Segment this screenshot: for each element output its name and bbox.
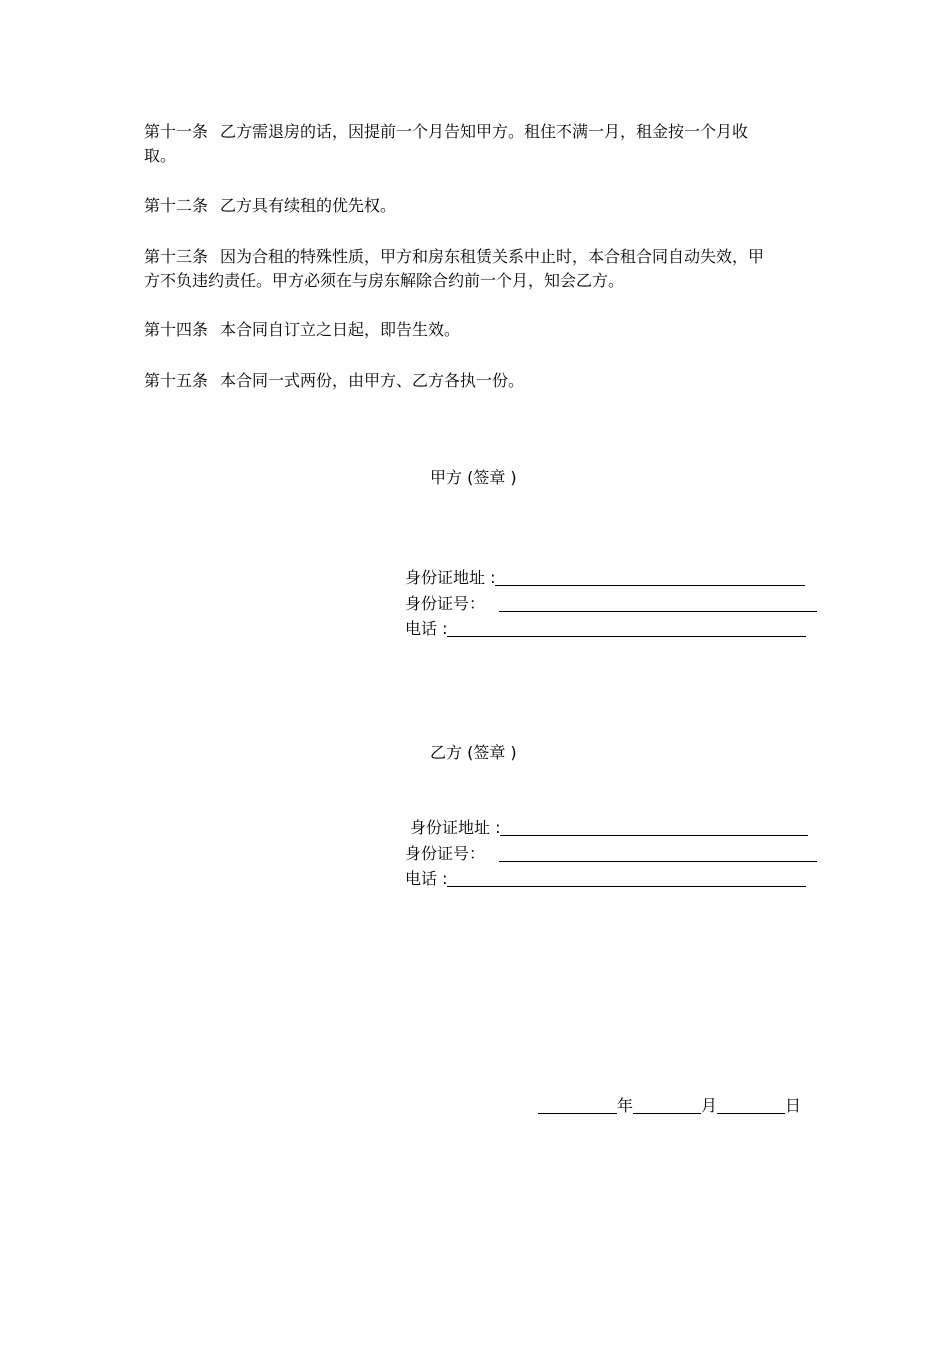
- clause-15: [144, 369, 774, 393]
- phone-line[interactable]: [447, 868, 806, 887]
- year-label: 年: [617, 1096, 634, 1115]
- party-b-phone-field[interactable]: [405, 867, 806, 891]
- party-b-title: 乙方 (签章 ): [430, 743, 517, 762]
- clause-number: 第十三条: [144, 247, 209, 266]
- clause-text: 本合同自订立之日起，即告生效。: [220, 320, 461, 339]
- id-address-line[interactable]: [495, 567, 805, 586]
- id-number-label: 身份证号：: [405, 844, 486, 863]
- phone-line[interactable]: [447, 618, 806, 637]
- day-line[interactable]: [717, 1095, 785, 1114]
- party-a-id-number-field[interactable]: [405, 592, 817, 616]
- party-a-phone-field[interactable]: [405, 617, 806, 641]
- party-b-id-number-field[interactable]: [405, 842, 817, 866]
- clause-text: 乙方需退房的话，因提前一个月告知甲方。租住不满一月，租金按一个月收取。: [144, 122, 749, 165]
- clause-14: [144, 318, 774, 342]
- id-address-label: 身份证地址 :: [405, 568, 496, 587]
- clause-12: [144, 194, 774, 218]
- clause-13: [144, 245, 774, 293]
- clause-number: 第十五条: [144, 371, 209, 390]
- clause-number: 第十一条: [144, 122, 209, 141]
- clause-11: [144, 120, 774, 168]
- clause-number: 第十四条: [144, 320, 209, 339]
- id-number-label: 身份证号：: [405, 594, 486, 613]
- id-address-label: 身份证地址 :: [410, 818, 501, 837]
- month-label: 月: [701, 1096, 718, 1115]
- id-address-line[interactable]: [500, 817, 808, 836]
- party-b-id-address-field[interactable]: [410, 816, 808, 840]
- clause-text: 本合同一式两份，由甲方、乙方各执一份。: [220, 371, 525, 390]
- clause-number: 第十二条: [144, 196, 209, 215]
- phone-label: 电话 :: [405, 619, 448, 638]
- phone-label: 电话 :: [405, 869, 448, 888]
- day-label: 日: [785, 1096, 802, 1115]
- party-a-title: 甲方 (签章 ): [430, 468, 517, 487]
- month-line[interactable]: [633, 1095, 701, 1114]
- id-number-line[interactable]: [499, 843, 817, 862]
- party-a-id-address-field[interactable]: [405, 566, 805, 590]
- clause-text: 乙方具有续租的优先权。: [220, 196, 397, 215]
- id-number-line[interactable]: [499, 593, 817, 612]
- clause-text: 因为合租的特殊性质，甲方和房东租赁关系中止时，本合租合同自动失效，甲方不负违约责任。甲方必须在与房东解除合约前一个月，知会乙方。: [144, 247, 765, 290]
- signing-date: [538, 1094, 801, 1118]
- year-line[interactable]: [538, 1095, 617, 1114]
